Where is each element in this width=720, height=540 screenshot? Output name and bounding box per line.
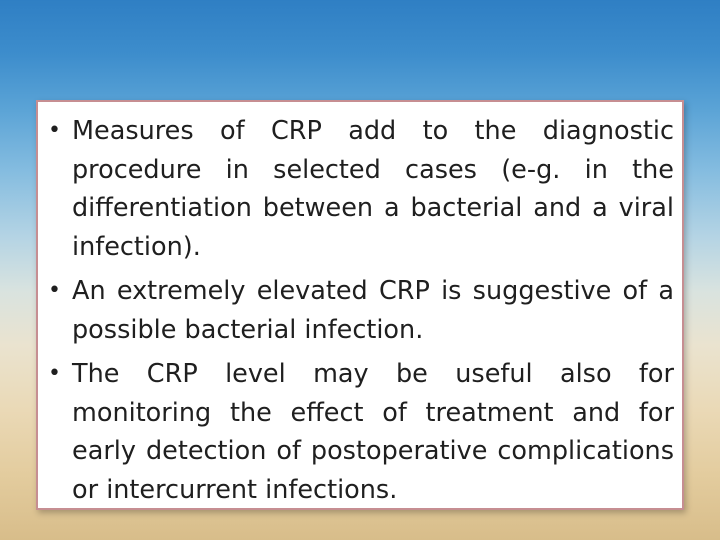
- bullet-dot-icon: •: [48, 118, 61, 143]
- bullet-dot-icon: •: [48, 278, 61, 303]
- bullet-text-3: The CRP level may be useful also for monitoring the effect of treatment and for early detection of postoperative complications or intercurrent infections.: [72, 359, 674, 505]
- slide-content-box: [36, 100, 684, 510]
- bullet-text-1: Measures of CRP add to the diagnostic procedure in selected cases (e-g. in the differentiation between a bacterial and a viral infection).: [72, 116, 674, 262]
- bullet-text-2: An extremely elevated CRP is suggestive of a possible bacterial infection.: [72, 276, 674, 345]
- bullet-item-2: [46, 272, 674, 349]
- bullet-dot-icon: •: [48, 361, 61, 386]
- bullet-list: [46, 112, 674, 509]
- bullet-item-3: [46, 355, 674, 509]
- bullet-item-1: [46, 112, 674, 266]
